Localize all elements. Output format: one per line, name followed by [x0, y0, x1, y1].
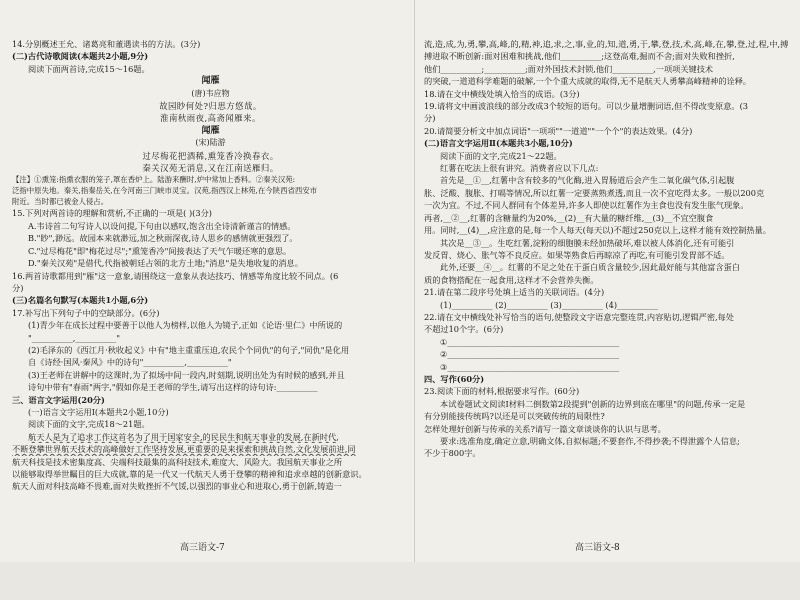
right-page-footer: 高三语文-8	[575, 543, 620, 553]
left-line: D."秦关汉苑"是借代,代指被朝廷占领的北方土地;"消息"是失地收复的消息。	[28, 258, 303, 269]
right-line: 20.请简要分析文中加点词语"一项项""一道道""一个个"的表达效果。(4分)	[424, 125, 693, 136]
left-line: 【注】①熏笼:指熏衣服的笼子,罩在香炉上。陆游来酬时,炉中常加上香料。②秦关汉苑:	[12, 175, 296, 185]
right-line: 要求:选准角度,确定立意,明确文体,自拟标题;不要套作,不得抄袭;不得泄露个人信息;	[440, 436, 740, 446]
left-line: 分)	[12, 282, 24, 293]
left-line: (2)毛泽东的《西江月·秋收起义》中有"地主重重压迫,农民个个同仇"的句子,"同仇"是化用	[28, 344, 350, 355]
right-line: 红薯在吃法上很有讲究。消费者应以下几点:	[440, 163, 599, 174]
right-line: 一次为宜。不过,不同人群同有个体差异,许多人即使以红薯作为主食也没有发生胀气现象。	[424, 200, 749, 211]
right-line: 胀、泛酸、腹胀、打嗝等情况,所以红薯一定要蒸熟煮透,而且一次不宜吃得太多。一般以200克	[424, 187, 765, 198]
left-line: 诗句中带有"春雨"两字,"假如你是王老师的学生,请写出这样的诗句诗:__________	[28, 382, 318, 393]
right-line: (二)语言文字运用Ⅱ(本题共3小题,10分)	[424, 138, 573, 149]
right-line: 怎样处理好创新与传承的关系?请写一篇文章谈谈你的认识与思考。	[424, 423, 666, 434]
right-line: (1)__________ (2)__________ (3)__________ (4)__________	[440, 299, 658, 310]
left-line: 阅读下面两首诗,完成15～16题。	[28, 63, 150, 74]
left-line: 过尽梅花把酒稀,熏笼香冷换春衣。	[142, 150, 279, 161]
right-line: ①__________________________________________	[440, 336, 620, 347]
left-line: 15.下列对两首诗的理解和赏析,不正确的一项是( )(3分)	[12, 208, 212, 219]
left-line: (宋)陆游	[195, 138, 226, 148]
left-line: 附近。当时都已被金人侵占。	[12, 197, 109, 207]
right-line: 19.请将文中画波浪线的部分改成3个较短的语句。可以少量增删词语,但不得改变原意。(3	[424, 101, 748, 112]
left-line: (一)语言文字运用Ⅰ(本题共2小题,10分)	[28, 406, 169, 417]
right-line: 此外,还要__④__。红薯的不足之处在于蛋白质含量较少,因此最好能与其他富含蛋白	[440, 262, 740, 273]
right-line: 阅读下面的文字,完成21～22题。	[440, 150, 562, 161]
left-line: 阅读下面的文字,完成18～21题。	[28, 419, 150, 430]
right-line: 其次是__③__。生吃红薯,淀粉的细胞膜未经加热破坏,难以被人体消化,还有可能引	[440, 237, 735, 248]
right-line: 22.请在文中横线处补写恰当的语句,使整段文字语意完整连贯,内容贴切,逻辑严密,每处	[424, 311, 734, 322]
left-line: 三、语言文字运用(20分)	[12, 394, 105, 405]
left-line: 淮南秋雨夜,高斋闻雁来。	[160, 113, 261, 124]
right-line: 18.请在文中横线处填入恰当的成语。(3分)	[424, 88, 580, 99]
right-line: 用。同时,__(4)__,应注意的是,每一个人每天(每天以)不超过250克以上,这样才能有效控制热量。	[424, 225, 771, 236]
left-line: A.韦诗首二句写诗人以设问提,下句由以感叹,饱含出全诗清新谨言的情感。	[28, 220, 296, 231]
left-line: (唐)韦应物	[191, 88, 230, 98]
left-line: (3)王老师在讲解中的这课时,为了拟场中间一段内,时刻期,说明出处为有时候的感到,并且	[28, 369, 345, 380]
right-line: 流,造,成,为,勇,攀,高,峰,的,精,神,追,求,之,事,业,的,知,道,勇,于,攀,登,技,术,高,峰,在,攀,登,过,程,中,搏	[424, 39, 789, 49]
right-line: ③__________________________________________	[440, 361, 620, 372]
left-line: B."眇",渺远。故园本来就渺远,加之秋雨深夜,诗人思乡的感情就更强烈了。	[28, 233, 298, 244]
left-line: 以能够取得举世瞩目的巨大成就,靠的是一代又一代航天人勇于登攀的精神和追求卓越的创新意识。	[12, 469, 367, 479]
right-line: 23.阅读下面的材料,根据要求写作。(60分)	[424, 386, 580, 397]
left-line: 秦关汉苑无消息,又在江南送雁归。	[142, 163, 279, 174]
left-line: (三)名篇名句默写(本题共1小题,6分)	[12, 295, 149, 306]
left-page-footer: 高三语文-7	[180, 543, 225, 553]
right-line: 再者,__②__,红薯的含糖量约为20%,__(2)__有大量的糖纤维,__(3)__不宜空腹食	[424, 212, 714, 223]
left-line: 不断登攀世界航天技术的高峰做好工作坚持发展,更重要的是来探索和挑战自然,文化发展前进,同	[12, 444, 356, 455]
left-line: 闻雁	[201, 125, 220, 136]
right-line: 他们__________;__________;面对外国技术封锁,他们__________,一项项关键技术	[424, 63, 714, 74]
left-line: 16.两首诗歌都用到"雁"这一意象,请围绕这一意象从表达技巧、情感等角度比较不同点。(6	[12, 270, 339, 281]
left-line: (1)青少年在成长过程中要善于以他人为榜样,以他人为镜子,正如《论语·里仁》中所说的	[28, 320, 343, 331]
right-line: 发反胃、烧心、胀气等不良反应。如果等熟食后再晾凉了再吃,有可能引发胃部不适。	[424, 249, 730, 260]
right-line: 首先是__①__,红薯中含有较多的气化酶,进入胃肠道后会产生二氧化碳气体,引起腹	[440, 175, 735, 186]
left-line: "__________,__________"	[28, 332, 121, 343]
right-line: 质的食物搭配在一起食用,这样才不会营养失衡。	[424, 274, 599, 285]
right-line: 分)	[424, 113, 436, 124]
left-line: 故园眇何处?归思方悠哉。	[159, 101, 262, 112]
right-line: ②__________________________________________	[440, 349, 620, 360]
right-line: 不超过10个字。(6分)	[424, 324, 504, 335]
page-fold-divider	[414, 0, 415, 562]
right-line: 四、写作(60分)	[424, 373, 485, 384]
right-line: 不少于800字。	[424, 448, 481, 459]
left-column	[12, 0, 409, 600]
left-line: 闻雁	[201, 76, 220, 87]
right-line: 的突破,一道道科学难题的破解,一个个重大成就的取得,无不是航天人勇攀高峰精神的诠释。	[424, 76, 752, 87]
right-column	[424, 0, 792, 600]
left-line: 17.补写出下列句子中的空缺部分。(6分)	[12, 307, 160, 318]
right-line: 有分别能接传统吗?以还是可以突破传统的局限性?	[424, 411, 605, 422]
left-line: 航天人面对科技高峰不畏难,面对失败挫折不气馁,以强烈的事业心和进取心,勇于创新,铸造一	[12, 481, 342, 492]
left-line: C."过尽梅花"即"梅花过尽";"熏笼香冷"间接表达了天气乍暖还寒的意思。	[28, 245, 292, 256]
right-line: 搏进取不断创新:面对困难和挑战,他们__________;这登高难,掘而不舍;面对失败和挫折,	[424, 51, 735, 62]
left-line: (二)古代诗歌阅读(本题共2小题,9分)	[12, 51, 149, 62]
left-line: 自《诗经·国风·秦风》中的诗句"__________,__________"	[28, 357, 232, 368]
left-line: 航天人是为了追求工作这首名为了用于国家安全,的民民生和航天事业的发展,在新时代,	[28, 431, 339, 442]
right-line: 本试卷题试文阅读Ⅰ材料二倒数第2段提到"创新的边界到底在哪里"的问题,传承一定是	[440, 398, 746, 409]
right-line: 21.请在第二段序号处填上适当的关联词语。(4分)	[424, 287, 605, 298]
left-line: 14.分别概述王允、诸葛亮和董遇读书的方法。(3分)	[12, 39, 201, 49]
left-line: 航天科技是技术密集度高、尖端科技最集的高科技技术,难度大、风险大。我国航天事业之所	[12, 456, 343, 467]
left-line: 泛指中原失地。秦关,指秦岳关,在今河南三门峡市灵宝。汉苑,指西汉上林苑,在今陕西省西安市	[12, 186, 318, 196]
